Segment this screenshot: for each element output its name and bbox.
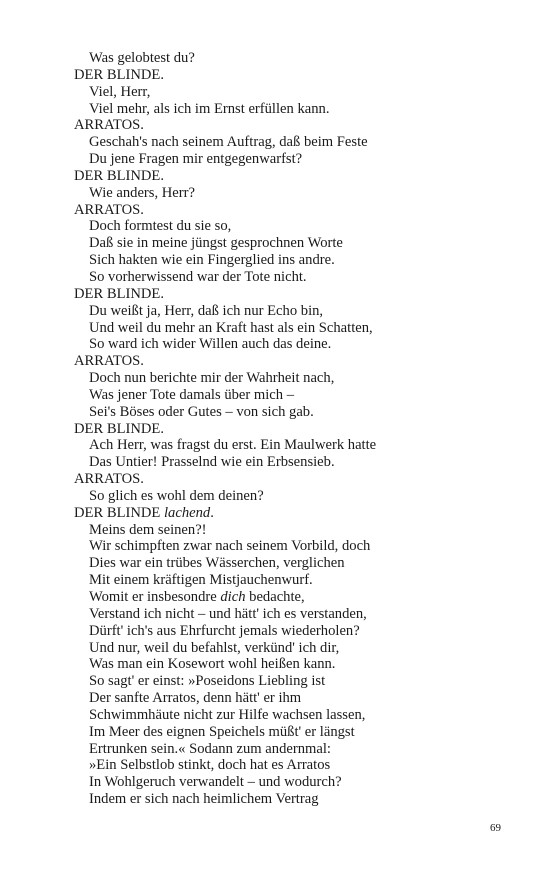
verse-line (74, 538, 514, 555)
verse-line (74, 303, 514, 320)
verse-text: Das Untier! Prasselnd wie ein Erbsensieb. (89, 454, 335, 471)
line-tail: . (210, 504, 214, 521)
verse-line (74, 791, 514, 808)
verse-line (74, 757, 514, 774)
verse-line (74, 235, 514, 252)
verse-line (74, 252, 514, 269)
verse-line (74, 741, 514, 758)
verse-text: Verstand ich nicht – und hätt' ich es verstanden, (89, 605, 367, 622)
verse-line (74, 572, 514, 589)
speaker-name: ARRATOS. (74, 117, 144, 134)
speaker-line (74, 286, 514, 303)
stage-direction: lachend (164, 504, 211, 521)
speaker-line (74, 421, 514, 438)
verse-line (74, 589, 514, 606)
verse-text: Sich hakten wie ein Fingerglied ins andre. (89, 252, 335, 269)
verse-line (74, 269, 514, 286)
verse-text: Sei's Böses oder Gutes – von sich gab. (89, 403, 314, 420)
speaker-line (74, 202, 514, 219)
verse-line (74, 134, 514, 151)
speaker-line (74, 67, 514, 84)
page-text (74, 50, 514, 808)
verse-text: So glich es wohl dem deinen? (89, 487, 264, 504)
verse-text: So vorherwissend war der Tote nicht. (89, 268, 307, 285)
speaker-name: DER BLINDE. (74, 66, 164, 83)
line-tail: bedachte, (245, 589, 305, 605)
verse-text: Dies war ein trübes Wässerchen, verglichen (89, 555, 345, 572)
verse-line (74, 454, 514, 471)
verse-line (74, 84, 514, 101)
emphasized-word: dich (220, 589, 246, 605)
verse-line (74, 336, 514, 353)
verse-line (74, 640, 514, 657)
speaker-line (74, 471, 514, 488)
speaker-name: ARRATOS. (74, 201, 144, 218)
verse-text: Ach Herr, was fragst du erst. Ein Maulwerk hatte (89, 437, 377, 454)
verse-text: Und nur, weil du befahlst, verkünd' ich dir, (89, 639, 340, 656)
verse-text: »Ein Selbstlob stinkt, doch hat es Arratos (89, 757, 331, 774)
speaker-line (74, 117, 514, 134)
verse-text: Mit einem kräftigen Mistjauchenwurf. (89, 572, 313, 589)
verse-text: Was jener Tote damals über mich – (89, 386, 295, 403)
verse-text: Was man ein Kosewort wohl heißen kann. (89, 656, 336, 673)
verse-line (74, 673, 514, 690)
verse-text: Wie anders, Herr? (89, 184, 195, 201)
verse-text: Doch nun berichte mir der Wahrheit nach, (89, 370, 335, 387)
verse-text: Meins dem seinen?! (89, 521, 207, 538)
speaker-name: DER BLINDE. (74, 167, 164, 184)
verse-line (74, 555, 514, 572)
verse-line (74, 437, 514, 454)
verse-line (74, 707, 514, 724)
verse-line (74, 185, 514, 202)
verse-line (74, 218, 514, 235)
verse-text: Viel, Herr, (89, 83, 151, 100)
verse-text: Doch formtest du sie so, (89, 218, 232, 235)
verse-line (74, 774, 514, 791)
verse-text: Schwimmhäute nicht zur Hilfe wachsen lassen, (89, 706, 366, 723)
speaker-name: ARRATOS. (74, 353, 144, 370)
verse-text: Daß sie in meine jüngst gesprochnen Worte (89, 235, 343, 252)
speaker-name: DER BLINDE. (74, 285, 164, 302)
verse-text: Indem er sich nach heimlichem Vertrag (89, 791, 319, 808)
verse-text: Womit er insbesondre (89, 589, 221, 605)
verse-line (74, 370, 514, 387)
verse-line (74, 101, 514, 118)
speaker-line (74, 353, 514, 370)
speaker-name: DER BLINDE. (74, 420, 164, 437)
verse-line (74, 606, 514, 623)
speaker-name: DER BLINDE (74, 504, 161, 521)
verse-line (74, 724, 514, 741)
verse-text: Wir schimpften zwar nach seinem Vorbild, doch (89, 538, 371, 555)
speaker-name: ARRATOS. (74, 471, 144, 488)
verse-line (74, 623, 514, 640)
verse-text: Du weißt ja, Herr, daß ich nur Echo bin, (89, 302, 324, 319)
verse-text: In Wohlgeruch verwandelt – und wodurch? (89, 774, 342, 791)
verse-text: Viel mehr, als ich im Ernst erfüllen kann. (89, 100, 330, 117)
verse-text: So ward ich wider Willen auch das deine. (89, 336, 332, 353)
verse-text: Und weil du mehr an Kraft hast als ein Schatten, (89, 319, 373, 336)
verse-line (74, 387, 514, 404)
verse-text: Geschah's nach seinem Auftrag, daß beim Feste (89, 134, 368, 151)
verse-line (74, 522, 514, 539)
verse-line (74, 50, 514, 67)
verse-text: Dürft' ich's aus Ehrfurcht jemals wiederholen? (89, 622, 360, 639)
verse-line (74, 151, 514, 168)
verse-text: Im Meer des eignen Speichels müßt' er längst (89, 723, 355, 740)
speaker-line (74, 168, 514, 185)
verse-text: Was gelobtest du? (89, 50, 195, 66)
speaker-line (74, 505, 514, 522)
verse-line (74, 320, 514, 337)
verse-line (74, 656, 514, 673)
verse-line (74, 488, 514, 505)
page-number: 69 (490, 822, 501, 834)
verse-text: So sagt' er einst: »Poseidons Liebling ist (89, 673, 326, 690)
verse-text: Der sanfte Arratos, denn hätt' er ihm (89, 690, 302, 707)
verse-text: Du jene Fragen mir entgegenwarfst? (89, 151, 303, 168)
verse-line (74, 404, 514, 421)
verse-text: Ertrunken sein.« Sodann zum andernmal: (89, 740, 331, 757)
verse-line (74, 690, 514, 707)
